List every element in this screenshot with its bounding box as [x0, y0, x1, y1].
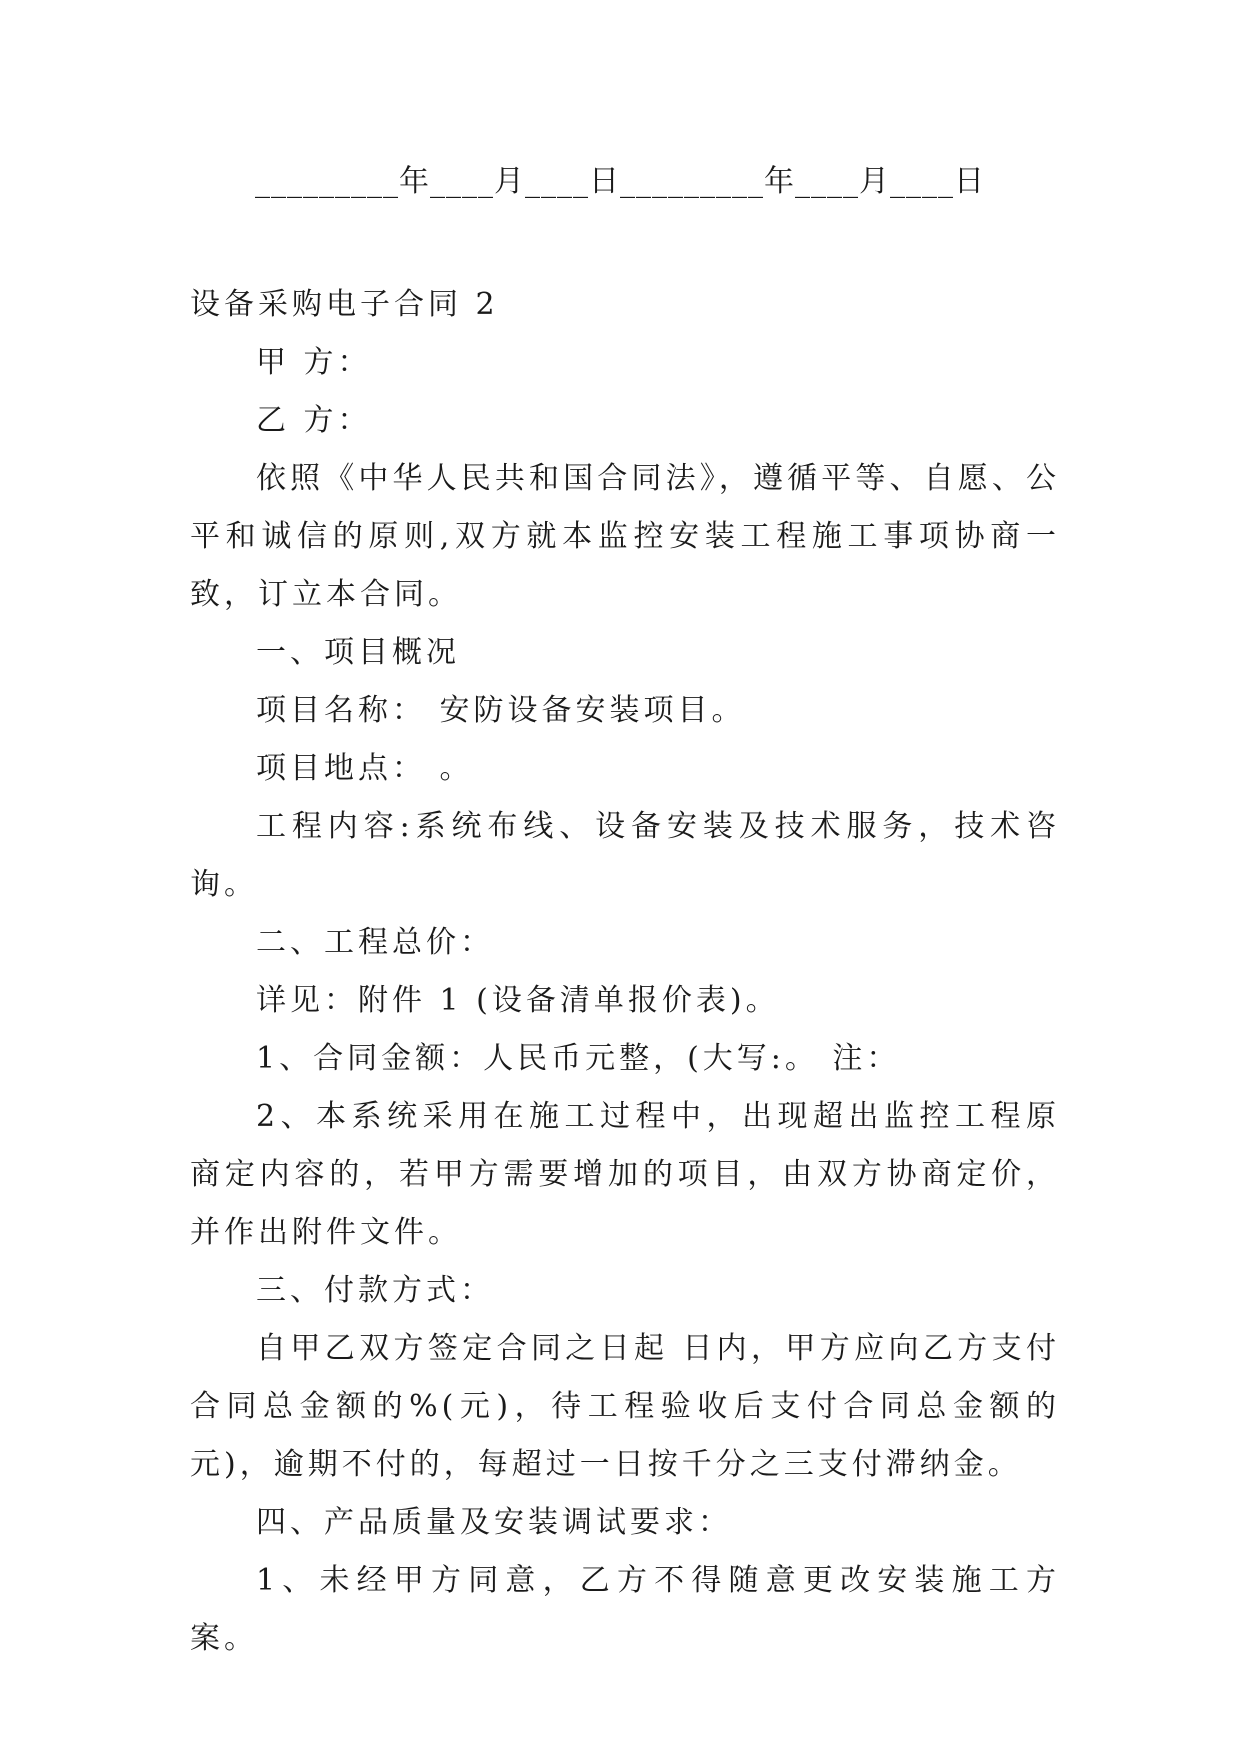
document-body	[190, 276, 1060, 1668]
party-b-line: 乙 方：	[256, 403, 372, 438]
attachment-reference-line: 详见：附件 1 (设备清单报价表)。	[256, 983, 780, 1018]
project-location-line: 项目地点： 。	[256, 751, 474, 786]
section-heading-quality: 四、产品质量及安装调试要求：	[256, 1505, 732, 1540]
project-content-line: 工程内容:系统布线、设备安装及技术服务，技术咨询。	[190, 809, 1060, 902]
document-title: 设备采购电子合同 2	[190, 287, 499, 322]
contract-amount-line: 1、合同金额：人民币元整，(大写:。 注：	[256, 1041, 901, 1076]
preamble-paragraph: 依照《中华人民共和国合同法》，遵循平等、自愿、公平和诚信的原则,双方就本监控安装工程施工事项协商一致，订立本合同。	[190, 461, 1060, 612]
section-heading-project-overview: 一、项目概况	[256, 635, 460, 670]
quality-clause-1: 1、未经甲方同意，乙方不得随意更改安装施工方案。	[190, 1563, 1060, 1656]
date-line: _________年____月____日_________年____月____日	[255, 164, 985, 199]
payment-terms-paragraph: 自甲乙双方签定合同之日起 日内，甲方应向乙方支付合同总金额的%(元)，待工程验收后支付合同总金额的元)，逾期不付的，每超过一日按千分之三支付滞纳金。	[190, 1331, 1060, 1482]
section-heading-total-price: 二、工程总价：	[256, 925, 494, 960]
project-name-line: 项目名称： 安防设备安装项目。	[256, 693, 746, 728]
section-heading-payment: 三、付款方式：	[256, 1273, 494, 1308]
additional-items-paragraph: 2、本系统采用在施工过程中，出现超出监控工程原商定内容的，若甲方需要增加的项目，由双方协商定价，并作出附件文件。	[190, 1099, 1060, 1250]
party-a-line: 甲 方：	[256, 345, 372, 380]
